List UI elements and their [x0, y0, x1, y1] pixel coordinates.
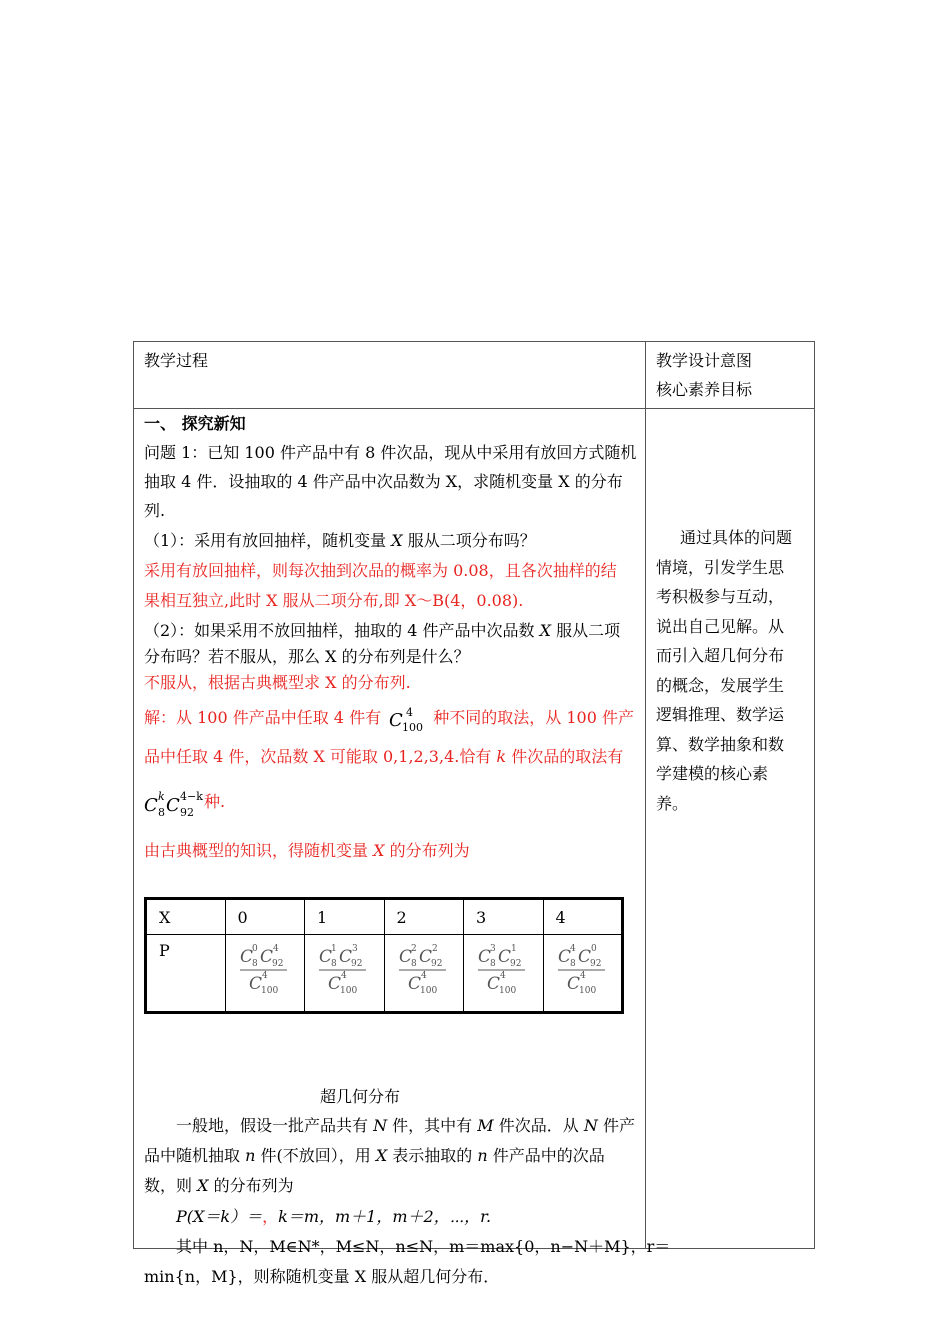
- probability-cell: [384, 935, 464, 1013]
- answer-2-line-4: C k 8 C 4−k 92 种.: [144, 786, 225, 819]
- numerator-c8: C: [239, 947, 253, 967]
- question-2-line-2: 分布吗？若不服从，那么 X 的分布列是什么？: [144, 647, 470, 666]
- numerator-c8-sub: 8: [569, 959, 576, 969]
- numerator-c8-sup: 1: [331, 944, 337, 954]
- intent-line: 算、数学抽象和数: [656, 734, 785, 754]
- numerator-c92-sup: 3: [352, 944, 358, 954]
- denominator-c100: C: [328, 974, 342, 994]
- numerator-c8-sub: 8: [331, 959, 337, 969]
- numerator-c8-sub: 8: [251, 959, 258, 969]
- condition-line-1: 其中 n，N，M∈N*，M≤N，n≤N，m＝max{0，n−N＋M}，r＝: [176, 1237, 671, 1256]
- numerator-c92: C: [577, 947, 591, 967]
- answer-1-line-1: 采用有放回抽样，则每次抽到次品的概率为 0.08，且各次抽样的结: [144, 561, 617, 580]
- probability-cell: [543, 935, 623, 1013]
- denominator-sup: 4: [500, 971, 506, 981]
- numerator-c92-sub: 92: [510, 959, 522, 969]
- intent-line: 而引入超几何分布: [656, 646, 785, 665]
- denominator-c100: C: [407, 974, 421, 994]
- denominator-sub: 100: [578, 986, 596, 996]
- answer-1-line-2: 果相互独立,此时 X 服从二项分布,即 X～B(4，0.08).: [144, 591, 524, 610]
- x-value-cell: 3: [464, 899, 544, 935]
- row-label-p: P: [146, 935, 226, 1013]
- probability-cell: [464, 935, 544, 1013]
- answer-2-line-1: 不服从，根据古典概型求 X 的分布列.: [144, 673, 411, 692]
- denominator-sub: 100: [419, 986, 437, 996]
- question-1: （1）：采用有放回抽样，随机变量 X 服从二项分布吗？: [144, 531, 536, 550]
- svg-text:4: 4: [406, 705, 414, 719]
- condition-line-2: min{n，M}，则称随机变量 X 服从超几何分布．: [144, 1267, 500, 1286]
- probability-cell: [225, 935, 305, 1013]
- denominator-sup: 4: [341, 971, 347, 981]
- numerator-c8-sup: 3: [490, 944, 496, 954]
- numerator-c8: C: [398, 947, 412, 967]
- denominator-sub: 100: [260, 986, 278, 996]
- numerator-c92-sub: 92: [589, 959, 601, 969]
- numerator-c92: C: [418, 947, 432, 967]
- numerator-c92: C: [259, 947, 273, 967]
- probability-fraction: [478, 941, 532, 997]
- answer-2-line-5: 由古典概型的知识，得随机变量 X 的分布列为: [144, 841, 470, 860]
- intent-line: 学建模的核心素: [656, 764, 769, 783]
- probability-fraction: [399, 941, 453, 997]
- denominator-c100: C: [248, 974, 262, 994]
- process-content-cell: [134, 409, 671, 1286]
- distribution-row-x: [146, 899, 623, 935]
- intent-line: 考积极参与互动，: [656, 587, 785, 606]
- x-value-cell: 1: [305, 899, 385, 935]
- denominator-sup: 4: [261, 971, 268, 981]
- lesson-table: [133, 341, 815, 1286]
- numerator-c92-sup: 0: [590, 944, 597, 954]
- denominator-c100: C: [487, 974, 501, 994]
- definition-line-3: 数，则 X 的分布列为: [144, 1176, 294, 1195]
- numerator-c92: C: [339, 947, 353, 967]
- svg-text:4−k: 4−k: [180, 789, 203, 803]
- answer-2-line-2: 解：从 100 件产品中任取 4 件有 C 4 100 种不同的取法，从 100 件产: [144, 705, 634, 734]
- row-label-x: X: [146, 899, 226, 935]
- definition-line-1: 一般地，假设一批产品共有 N 件，其中有 M 件次品．从 N 件产: [176, 1116, 635, 1135]
- numerator-c8-sup: 2: [410, 944, 417, 954]
- denominator-sup: 4: [420, 971, 427, 981]
- intent-line: 逻辑推理、数学运: [656, 705, 785, 724]
- distribution-table: [144, 897, 624, 1014]
- distribution-row-p: [146, 935, 623, 1013]
- combination-c8k-c92: [144, 787, 204, 819]
- question-2-line-1: （2）：如果采用不放回抽样，抽取的 4 件产品中次品数 X 服从二项: [144, 621, 621, 640]
- numerator-c92-sub: 92: [271, 959, 283, 969]
- denominator-sub: 100: [499, 986, 517, 996]
- svg-text:C: C: [389, 709, 403, 731]
- svg-text:C: C: [166, 794, 180, 816]
- svg-text:k: k: [158, 789, 165, 803]
- numerator-c8-sub: 8: [490, 959, 496, 969]
- header-intent-cell: [646, 342, 815, 409]
- svg-text:92: 92: [180, 805, 194, 819]
- combination-c100-4: [386, 704, 428, 734]
- numerator-c8: C: [478, 947, 492, 967]
- denominator-sup: 4: [579, 971, 586, 981]
- intent-line: 的概念，发展学生: [656, 675, 785, 695]
- numerator-c92-sub: 92: [351, 959, 363, 969]
- x-value-cell: 4: [543, 899, 623, 935]
- header-literacy-title: 核心素养目标: [656, 380, 753, 399]
- definition-line-2: 品中随机抽取 n 件(不放回），用 X 表示抽取的 n 件产品中的次品: [144, 1146, 605, 1165]
- intent-content-cell: [646, 409, 815, 1249]
- svg-text:100: 100: [402, 720, 424, 734]
- section-heading: 一、 探究新知: [144, 414, 246, 433]
- intent-line: 情境，引发学生思: [656, 557, 785, 577]
- distribution-formula: P(X＝k）＝，k＝m，m＋1，m＋2，⋯，r.: [176, 1207, 492, 1226]
- probability-fraction: [240, 941, 294, 997]
- intent-line: 通过具体的问题: [680, 528, 793, 547]
- header-intent-title: 教学设计意图: [656, 351, 753, 370]
- numerator-c8-sub: 8: [410, 959, 417, 969]
- denominator-c100: C: [566, 974, 580, 994]
- x-value-cell: 2: [384, 899, 464, 935]
- intent-line: 养。: [656, 793, 689, 813]
- numerator-c92-sub: 92: [430, 959, 442, 969]
- problem-line-3: 列.: [144, 501, 166, 520]
- numerator-c8: C: [319, 947, 333, 967]
- x-value-cell: 0: [225, 899, 305, 935]
- intent-line: 说出自己见解。从: [656, 616, 785, 636]
- numerator-c92-sup: 1: [511, 944, 517, 954]
- problem-line-2: 抽取 4 件．设抽取的 4 件产品中次品数为 X，求随机变量 X 的分布: [144, 472, 623, 491]
- svg-text:8: 8: [158, 805, 165, 819]
- header-process-cell: [134, 342, 646, 409]
- numerator-c92: C: [498, 947, 512, 967]
- svg-text:C: C: [144, 794, 158, 816]
- problem-line-1: 问题 1：已知 100 件产品中有 8 件次品，现从中采用有放回方式随机: [144, 443, 637, 462]
- design-intent-text: [656, 523, 808, 818]
- numerator-c92-sup: 4: [272, 944, 279, 954]
- header-process-title: 教学过程: [144, 351, 209, 370]
- denominator-sub: 100: [340, 986, 358, 996]
- hypergeometric-title: 超几何分布: [320, 1087, 401, 1106]
- answer-2-line-3: 品中任取 4 件，次品数 X 可能取 0,1,2,3,4.恰有 k 件次品的取法有: [144, 747, 624, 766]
- numerator-c8: C: [557, 947, 571, 967]
- probability-fraction: [319, 941, 373, 997]
- probability-cell: [305, 935, 385, 1013]
- numerator-c8-sup: 0: [251, 944, 258, 954]
- numerator-c92-sup: 2: [431, 944, 438, 954]
- numerator-c8-sup: 4: [569, 944, 576, 954]
- probability-fraction: [558, 941, 612, 997]
